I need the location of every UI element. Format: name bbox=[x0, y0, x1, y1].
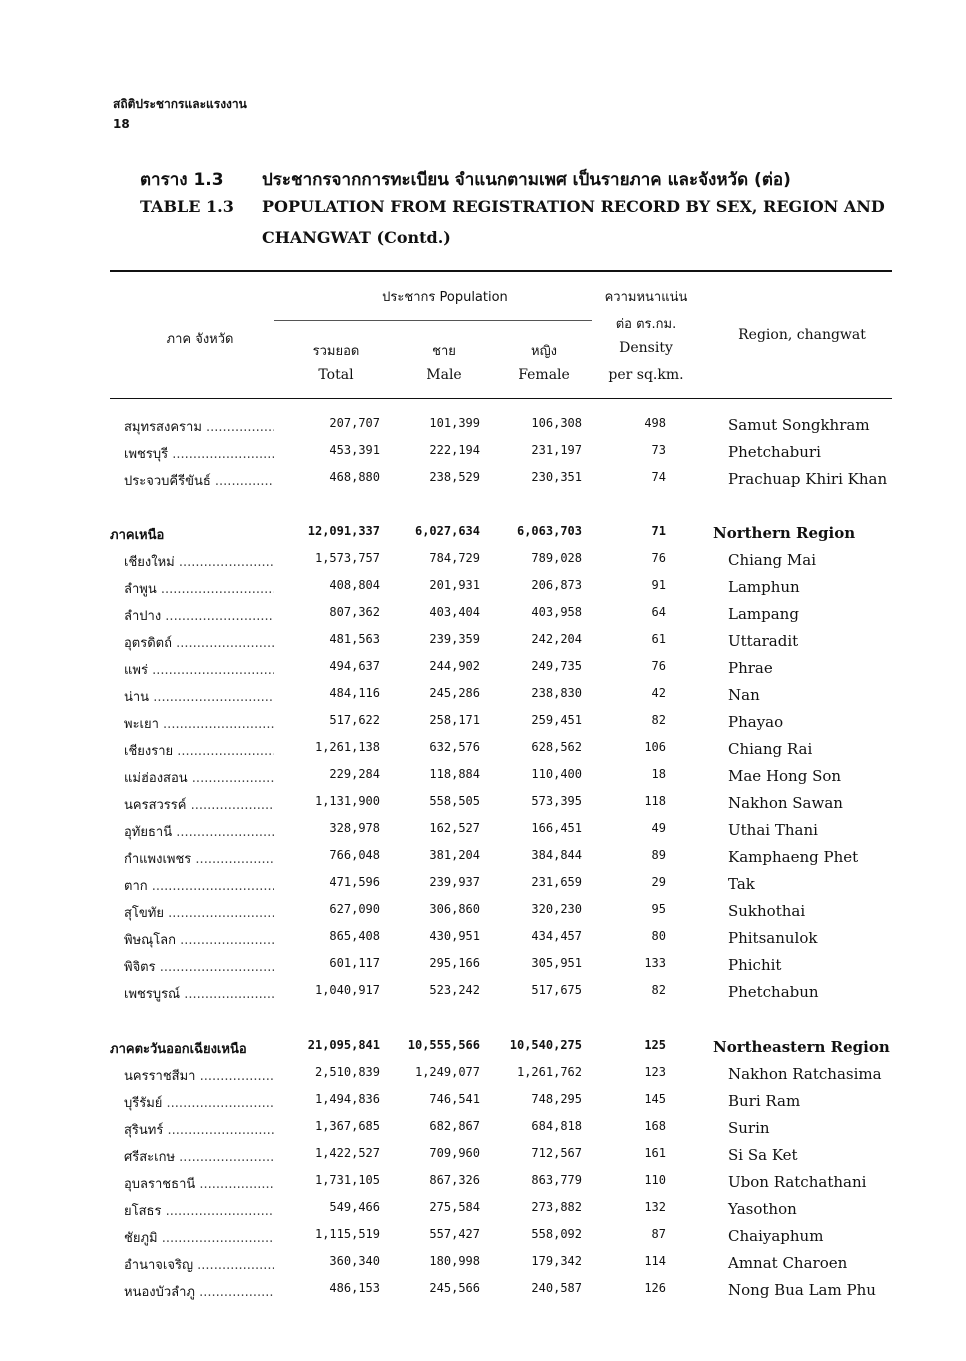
density-cell: 76 bbox=[651, 659, 666, 673]
total-cell: 627,090 bbox=[329, 902, 380, 916]
changwat-english: Phichit bbox=[728, 956, 782, 974]
total-cell: 1,573,757 bbox=[314, 551, 380, 565]
table-row bbox=[0, 848, 966, 870]
female-cell: 106,308 bbox=[531, 416, 582, 430]
changwat-english: Kamphaeng Phet bbox=[728, 848, 859, 866]
density-cell: 61 bbox=[651, 632, 666, 646]
total-cell: 471,596 bbox=[329, 875, 380, 889]
table-row bbox=[0, 767, 966, 789]
table-row bbox=[0, 821, 966, 843]
changwat-thai: อุบลราชธานี ..... bbox=[124, 1173, 274, 1194]
density-cell: 76 bbox=[651, 551, 666, 565]
male-cell: 430,951 bbox=[429, 929, 480, 943]
col-header-density-2: per sq.km. bbox=[608, 367, 684, 383]
female-cell: 517,675 bbox=[531, 983, 582, 997]
total-cell: 453,391 bbox=[329, 443, 380, 457]
changwat-english: Surin bbox=[728, 1119, 770, 1137]
male-cell: 118,884 bbox=[429, 767, 480, 781]
density-cell: 18 bbox=[651, 767, 666, 781]
changwat-thai: หนองบัวลำภู ..... bbox=[124, 1281, 274, 1302]
table-row bbox=[0, 1281, 966, 1303]
total-cell: 601,117 bbox=[329, 956, 380, 970]
changwat-thai: แพร่ ..... bbox=[124, 659, 274, 680]
changwat-english: Nan bbox=[728, 686, 760, 704]
changwat-thai: ภาคเหนือ bbox=[110, 528, 165, 543]
male-cell: 6,027,634 bbox=[414, 524, 480, 538]
table-row bbox=[0, 875, 966, 897]
table-row bbox=[0, 1092, 966, 1114]
male-cell: 784,729 bbox=[429, 551, 480, 565]
changwat-thai: เชียงราย ..... bbox=[124, 740, 274, 761]
density-cell: 132 bbox=[644, 1200, 666, 1214]
total-cell: 865,408 bbox=[329, 929, 380, 943]
total-cell: 1,494,836 bbox=[314, 1092, 380, 1106]
female-cell: 166,451 bbox=[531, 821, 582, 835]
col-header-female-thai: หญิง bbox=[531, 344, 557, 359]
male-cell: 10,555,566 bbox=[407, 1038, 480, 1052]
changwat-english: Ubon Ratchathani bbox=[728, 1173, 867, 1191]
density-cell: 125 bbox=[644, 1038, 666, 1052]
female-cell: 628,562 bbox=[531, 740, 582, 754]
changwat-thai: ศรีสะเกษ ..... bbox=[124, 1146, 274, 1167]
changwat-thai: พิจิตร ..... bbox=[124, 956, 274, 977]
male-cell: 239,359 bbox=[429, 632, 480, 646]
density-cell: 168 bbox=[644, 1119, 666, 1133]
changwat-thai: นครสวรรค์ ..... bbox=[124, 794, 274, 815]
density-cell: 133 bbox=[644, 956, 666, 970]
total-cell: 1,131,900 bbox=[314, 794, 380, 808]
changwat-thai: สุรินทร์ ..... bbox=[124, 1119, 274, 1140]
female-cell: 684,818 bbox=[531, 1119, 582, 1133]
changwat-english: Lamphun bbox=[728, 578, 800, 596]
total-cell: 468,880 bbox=[329, 470, 380, 484]
female-cell: 249,735 bbox=[531, 659, 582, 673]
female-cell: 573,395 bbox=[531, 794, 582, 808]
density-cell: 145 bbox=[644, 1092, 666, 1106]
table-title-thai-text: ประชากรจากการทะเบียน จำแนกตามเพศ เป็นรายภาค และจังหวัด (ต่อ) bbox=[262, 170, 791, 190]
changwat-thai: เพชรบูรณ์ ..... bbox=[124, 983, 274, 1004]
table-row bbox=[0, 956, 966, 978]
changwat-thai: ลำปาง ..... bbox=[124, 605, 274, 626]
male-cell: 101,399 bbox=[429, 416, 480, 430]
changwat-thai: สุโขทัย ..... bbox=[124, 902, 274, 923]
table-row bbox=[0, 659, 966, 681]
changwat-english: Tak bbox=[728, 875, 755, 893]
female-cell: 273,882 bbox=[531, 1200, 582, 1214]
changwat-english: Uthai Thani bbox=[728, 821, 818, 839]
female-cell: 6,063,703 bbox=[516, 524, 582, 538]
changwat-english: Buri Ram bbox=[728, 1092, 801, 1110]
changwat-thai: พะเยา ..... bbox=[124, 713, 274, 734]
female-cell: 1,261,762 bbox=[516, 1065, 582, 1079]
female-cell: 231,659 bbox=[531, 875, 582, 889]
changwat-english: Phrae bbox=[728, 659, 773, 677]
total-cell: 2,510,839 bbox=[314, 1065, 380, 1079]
col-header-total-thai: รวมยอด bbox=[312, 344, 360, 359]
table-row bbox=[0, 1065, 966, 1087]
male-cell: 381,204 bbox=[429, 848, 480, 862]
changwat-thai: ตาก ..... bbox=[124, 875, 274, 896]
female-cell: 305,951 bbox=[531, 956, 582, 970]
table-row bbox=[0, 983, 966, 1005]
density-cell: 29 bbox=[651, 875, 666, 889]
table-row bbox=[0, 686, 966, 708]
male-cell: 222,194 bbox=[429, 443, 480, 457]
male-cell: 275,584 bbox=[429, 1200, 480, 1214]
density-cell: 110 bbox=[644, 1173, 666, 1187]
total-cell: 1,422,527 bbox=[314, 1146, 380, 1160]
density-cell: 42 bbox=[651, 686, 666, 700]
changwat-thai: พิษณุโลก ..... bbox=[124, 929, 274, 950]
table-row bbox=[0, 578, 966, 600]
female-cell: 434,457 bbox=[531, 929, 582, 943]
total-cell: 12,091,337 bbox=[307, 524, 380, 538]
table-row bbox=[0, 1119, 966, 1141]
col-header-density-thai-2: ต่อ ตร.กม. bbox=[615, 317, 677, 332]
density-cell: 498 bbox=[644, 416, 666, 430]
density-cell: 114 bbox=[644, 1254, 666, 1268]
total-cell: 1,115,519 bbox=[314, 1227, 380, 1241]
changwat-thai: ลำพูน ..... bbox=[124, 578, 274, 599]
female-cell: 789,028 bbox=[531, 551, 582, 565]
running-title: สถิติประชากรและแรงงาน bbox=[113, 97, 247, 111]
female-cell: 179,342 bbox=[531, 1254, 582, 1268]
changwat-thai: อุทัยธานี ..... bbox=[124, 821, 274, 842]
male-cell: 682,867 bbox=[429, 1119, 480, 1133]
changwat-english: Chiang Rai bbox=[728, 740, 813, 758]
changwat-english: Amnat Charoen bbox=[728, 1254, 848, 1272]
table-title-english-line2: CHANGWAT (Contd.) bbox=[262, 228, 451, 247]
table-row bbox=[0, 416, 966, 438]
total-cell: 408,804 bbox=[329, 578, 380, 592]
col-header-male-thai: ชาย bbox=[432, 344, 456, 359]
changwat-english: Sukhothai bbox=[728, 902, 806, 920]
table-row bbox=[0, 443, 966, 465]
total-cell: 766,048 bbox=[329, 848, 380, 862]
table-row bbox=[0, 1146, 966, 1168]
female-cell: 240,587 bbox=[531, 1281, 582, 1295]
female-cell: 320,230 bbox=[531, 902, 582, 916]
male-cell: 180,998 bbox=[429, 1254, 480, 1268]
female-cell: 10,540,275 bbox=[509, 1038, 582, 1052]
changwat-english: Prachuap Khiri Khan bbox=[728, 470, 888, 488]
col-header-region-english: Region, changwat bbox=[738, 327, 866, 343]
male-cell: 238,529 bbox=[429, 470, 480, 484]
female-cell: 230,351 bbox=[531, 470, 582, 484]
changwat-thai: กำแพงเพชร ..... bbox=[124, 848, 274, 869]
table-row bbox=[0, 1200, 966, 1222]
male-cell: 245,286 bbox=[429, 686, 480, 700]
total-cell: 481,563 bbox=[329, 632, 380, 646]
female-cell: 110,400 bbox=[531, 767, 582, 781]
changwat-english: Si Sa Ket bbox=[728, 1146, 798, 1164]
table-row bbox=[0, 929, 966, 951]
total-cell: 517,622 bbox=[329, 713, 380, 727]
female-cell: 231,197 bbox=[531, 443, 582, 457]
density-cell: 95 bbox=[651, 902, 666, 916]
density-cell: 49 bbox=[651, 821, 666, 835]
changwat-english: Chaiyaphum bbox=[728, 1227, 824, 1245]
table-row bbox=[0, 1173, 966, 1195]
changwat-english: Phitsanulok bbox=[728, 929, 818, 947]
changwat-english: Yasothon bbox=[728, 1200, 797, 1218]
changwat-english: Chiang Mai bbox=[728, 551, 817, 569]
table-row bbox=[0, 632, 966, 654]
female-cell: 206,873 bbox=[531, 578, 582, 592]
table-row bbox=[0, 740, 966, 762]
page-number: 18 bbox=[113, 117, 130, 131]
male-cell: 746,541 bbox=[429, 1092, 480, 1106]
total-cell: 207,707 bbox=[329, 416, 380, 430]
male-cell: 258,171 bbox=[429, 713, 480, 727]
changwat-thai: อุตรดิตถ์ ..... bbox=[124, 632, 274, 653]
male-cell: 244,902 bbox=[429, 659, 480, 673]
male-cell: 245,566 bbox=[429, 1281, 480, 1295]
total-cell: 1,040,917 bbox=[314, 983, 380, 997]
female-cell: 558,092 bbox=[531, 1227, 582, 1241]
table-label-thai: ตาราง 1.3 bbox=[140, 170, 224, 190]
density-cell: 82 bbox=[651, 713, 666, 727]
changwat-thai: เชียงใหม่ ..... bbox=[124, 551, 274, 572]
density-cell: 126 bbox=[644, 1281, 666, 1295]
male-cell: 239,937 bbox=[429, 875, 480, 889]
changwat-thai: ประจวบคีรีขันธ์ ..... bbox=[124, 470, 274, 491]
density-cell: 89 bbox=[651, 848, 666, 862]
col-header-region-thai: ภาค จังหวัด bbox=[166, 332, 234, 347]
density-cell: 161 bbox=[644, 1146, 666, 1160]
region-row bbox=[0, 1038, 966, 1060]
table-row bbox=[0, 1227, 966, 1249]
male-cell: 1,249,077 bbox=[414, 1065, 480, 1079]
male-cell: 403,404 bbox=[429, 605, 480, 619]
changwat-english: Lampang bbox=[728, 605, 799, 623]
density-cell: 74 bbox=[651, 470, 666, 484]
col-header-female: Female bbox=[518, 367, 570, 383]
density-cell: 73 bbox=[651, 443, 666, 457]
total-cell: 484,116 bbox=[329, 686, 380, 700]
male-cell: 201,931 bbox=[429, 578, 480, 592]
table-row bbox=[0, 605, 966, 627]
male-cell: 295,166 bbox=[429, 956, 480, 970]
changwat-english: Phayao bbox=[728, 713, 784, 731]
total-cell: 328,978 bbox=[329, 821, 380, 835]
changwat-thai: ภาคตะวันออกเฉียงเหนือ bbox=[110, 1042, 247, 1057]
table-title-english-line1: POPULATION FROM REGISTRATION RECORD BY SEX, REGION AND bbox=[262, 197, 885, 216]
density-cell: 123 bbox=[644, 1065, 666, 1079]
female-cell: 242,204 bbox=[531, 632, 582, 646]
changwat-thai: เพชรบุรี ..... bbox=[124, 443, 274, 464]
density-cell: 91 bbox=[651, 578, 666, 592]
total-cell: 229,284 bbox=[329, 767, 380, 781]
density-cell: 118 bbox=[644, 794, 666, 808]
col-header-density-1: Density bbox=[619, 340, 673, 356]
table-label-english: TABLE 1.3 bbox=[140, 197, 234, 216]
changwat-thai: นครราชสีมา ..... bbox=[124, 1065, 274, 1086]
total-cell: 549,466 bbox=[329, 1200, 380, 1214]
male-cell: 632,576 bbox=[429, 740, 480, 754]
total-cell: 1,261,138 bbox=[314, 740, 380, 754]
changwat-thai: น่าน ..... bbox=[124, 686, 274, 707]
male-cell: 867,326 bbox=[429, 1173, 480, 1187]
table-row bbox=[0, 551, 966, 573]
table-row bbox=[0, 902, 966, 924]
male-cell: 558,505 bbox=[429, 794, 480, 808]
density-cell: 87 bbox=[651, 1227, 666, 1241]
density-cell: 71 bbox=[651, 524, 666, 538]
total-cell: 1,731,105 bbox=[314, 1173, 380, 1187]
col-header-male: Male bbox=[426, 367, 462, 383]
region-row bbox=[0, 524, 966, 546]
male-cell: 162,527 bbox=[429, 821, 480, 835]
female-cell: 238,830 bbox=[531, 686, 582, 700]
density-cell: 82 bbox=[651, 983, 666, 997]
total-cell: 807,362 bbox=[329, 605, 380, 619]
total-cell: 1,367,685 bbox=[314, 1119, 380, 1133]
changwat-english: Nakhon Sawan bbox=[728, 794, 843, 812]
male-cell: 523,242 bbox=[429, 983, 480, 997]
female-cell: 403,958 bbox=[531, 605, 582, 619]
male-cell: 709,960 bbox=[429, 1146, 480, 1160]
changwat-thai: ชัยภูมิ ..... bbox=[124, 1227, 274, 1248]
changwat-english: Mae Hong Son bbox=[728, 767, 842, 785]
female-cell: 748,295 bbox=[531, 1092, 582, 1106]
changwat-english: Nong Bua Lam Phu bbox=[728, 1281, 876, 1299]
female-cell: 863,779 bbox=[531, 1173, 582, 1187]
table-row bbox=[0, 713, 966, 735]
total-cell: 21,095,841 bbox=[307, 1038, 380, 1052]
changwat-english: Samut Songkhram bbox=[728, 416, 870, 434]
total-cell: 494,637 bbox=[329, 659, 380, 673]
table-row bbox=[0, 470, 966, 492]
changwat-thai: อำนาจเจริญ ..... bbox=[124, 1254, 274, 1275]
table-row bbox=[0, 794, 966, 816]
changwat-english: Northeastern Region bbox=[713, 1038, 890, 1056]
changwat-english: Nakhon Ratchasima bbox=[728, 1065, 882, 1083]
changwat-thai: บุรีรัมย์ ..... bbox=[124, 1092, 274, 1113]
changwat-english: Phetchabun bbox=[728, 983, 819, 1001]
density-cell: 80 bbox=[651, 929, 666, 943]
male-cell: 306,860 bbox=[429, 902, 480, 916]
density-cell: 64 bbox=[651, 605, 666, 619]
changwat-english: Northern Region bbox=[713, 524, 856, 542]
female-cell: 384,844 bbox=[531, 848, 582, 862]
col-header-population: ประชากร Population bbox=[382, 290, 508, 305]
changwat-thai: สมุทรสงคราม ..... bbox=[124, 416, 274, 437]
total-cell: 360,340 bbox=[329, 1254, 380, 1268]
changwat-thai: ยโสธร ..... bbox=[124, 1200, 274, 1221]
female-cell: 259,451 bbox=[531, 713, 582, 727]
table-row bbox=[0, 1254, 966, 1276]
col-header-density-thai-1: ความหนาแน่น bbox=[604, 290, 688, 305]
col-header-total: Total bbox=[318, 367, 354, 383]
total-cell: 486,153 bbox=[329, 1281, 380, 1295]
changwat-thai: แม่ฮ่องสอน ..... bbox=[124, 767, 274, 788]
male-cell: 557,427 bbox=[429, 1227, 480, 1241]
female-cell: 712,567 bbox=[531, 1146, 582, 1160]
changwat-english: Phetchaburi bbox=[728, 443, 821, 461]
changwat-english: Uttaradit bbox=[728, 632, 799, 650]
density-cell: 106 bbox=[644, 740, 666, 754]
